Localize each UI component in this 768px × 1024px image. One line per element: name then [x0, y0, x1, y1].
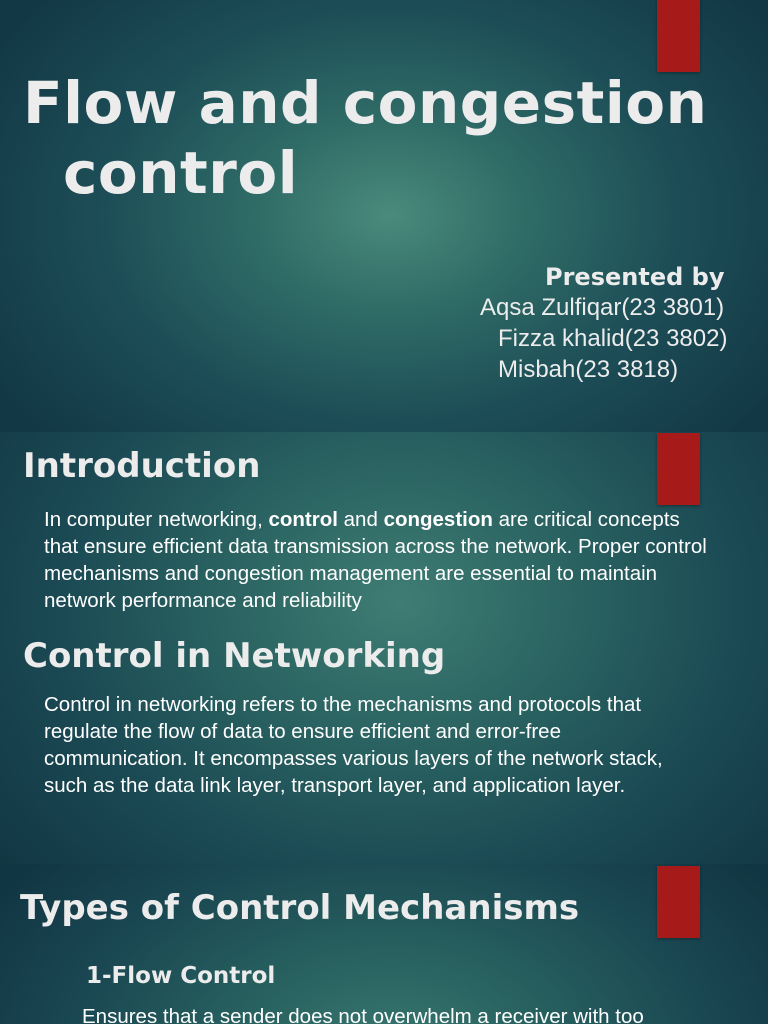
title-slide — [0, 0, 768, 432]
flow-control-text: Ensures that a sender does not overwhelm a receiver with too — [82, 1005, 644, 1024]
paragraph-line: such as the data link layer, transport layer, and application layer. — [44, 774, 626, 797]
presenter-name: Misbah(23 3818) — [498, 356, 679, 383]
title-line-1: Flow and congestion — [23, 69, 708, 137]
introduction-heading: Introduction — [23, 446, 261, 486]
title-line-2: control — [63, 139, 299, 207]
paragraph-line — [44, 506, 707, 533]
text-run: In computer networking, — [44, 508, 269, 531]
presented-by-label: Presented by — [545, 263, 725, 291]
paragraph-line: mechanisms and congestion management are essential to maintain — [44, 562, 658, 585]
presenter-name: Fizza khalid(23 3802) — [498, 325, 728, 352]
text-run: and — [337, 508, 384, 531]
paragraph-line: regulate the flow of data to ensure efficient and error-free — [44, 720, 561, 743]
paragraph-line: network performance and reliability — [44, 589, 362, 612]
types-heading: Types of Control Mechanisms — [20, 888, 580, 928]
accent-bar — [657, 433, 700, 505]
flow-control-subheading: 1-Flow Control — [86, 963, 276, 989]
introduction-slide — [0, 432, 768, 864]
paragraph-line: Control in networking refers to the mechanisms and protocols that — [44, 693, 642, 716]
accent-bar — [657, 0, 700, 72]
control-paragraph — [44, 691, 663, 799]
presenters-block — [480, 262, 727, 385]
bold-term: congestion — [383, 508, 493, 531]
bold-term: control — [268, 508, 338, 531]
paragraph-line: that ensure efficient data transmission across the network. Proper control — [44, 535, 707, 558]
text-run: are critical concepts — [492, 508, 680, 531]
introduction-paragraph — [44, 506, 707, 614]
accent-bar — [657, 866, 700, 938]
paragraph-line: communication. It encompasses various layers of the network stack, — [44, 747, 663, 770]
control-heading: Control in Networking — [23, 636, 446, 676]
types-slide — [0, 864, 768, 1024]
presenter-name: Aqsa Zulfiqar(23 3801) — [480, 294, 725, 321]
slide-title — [23, 68, 707, 208]
